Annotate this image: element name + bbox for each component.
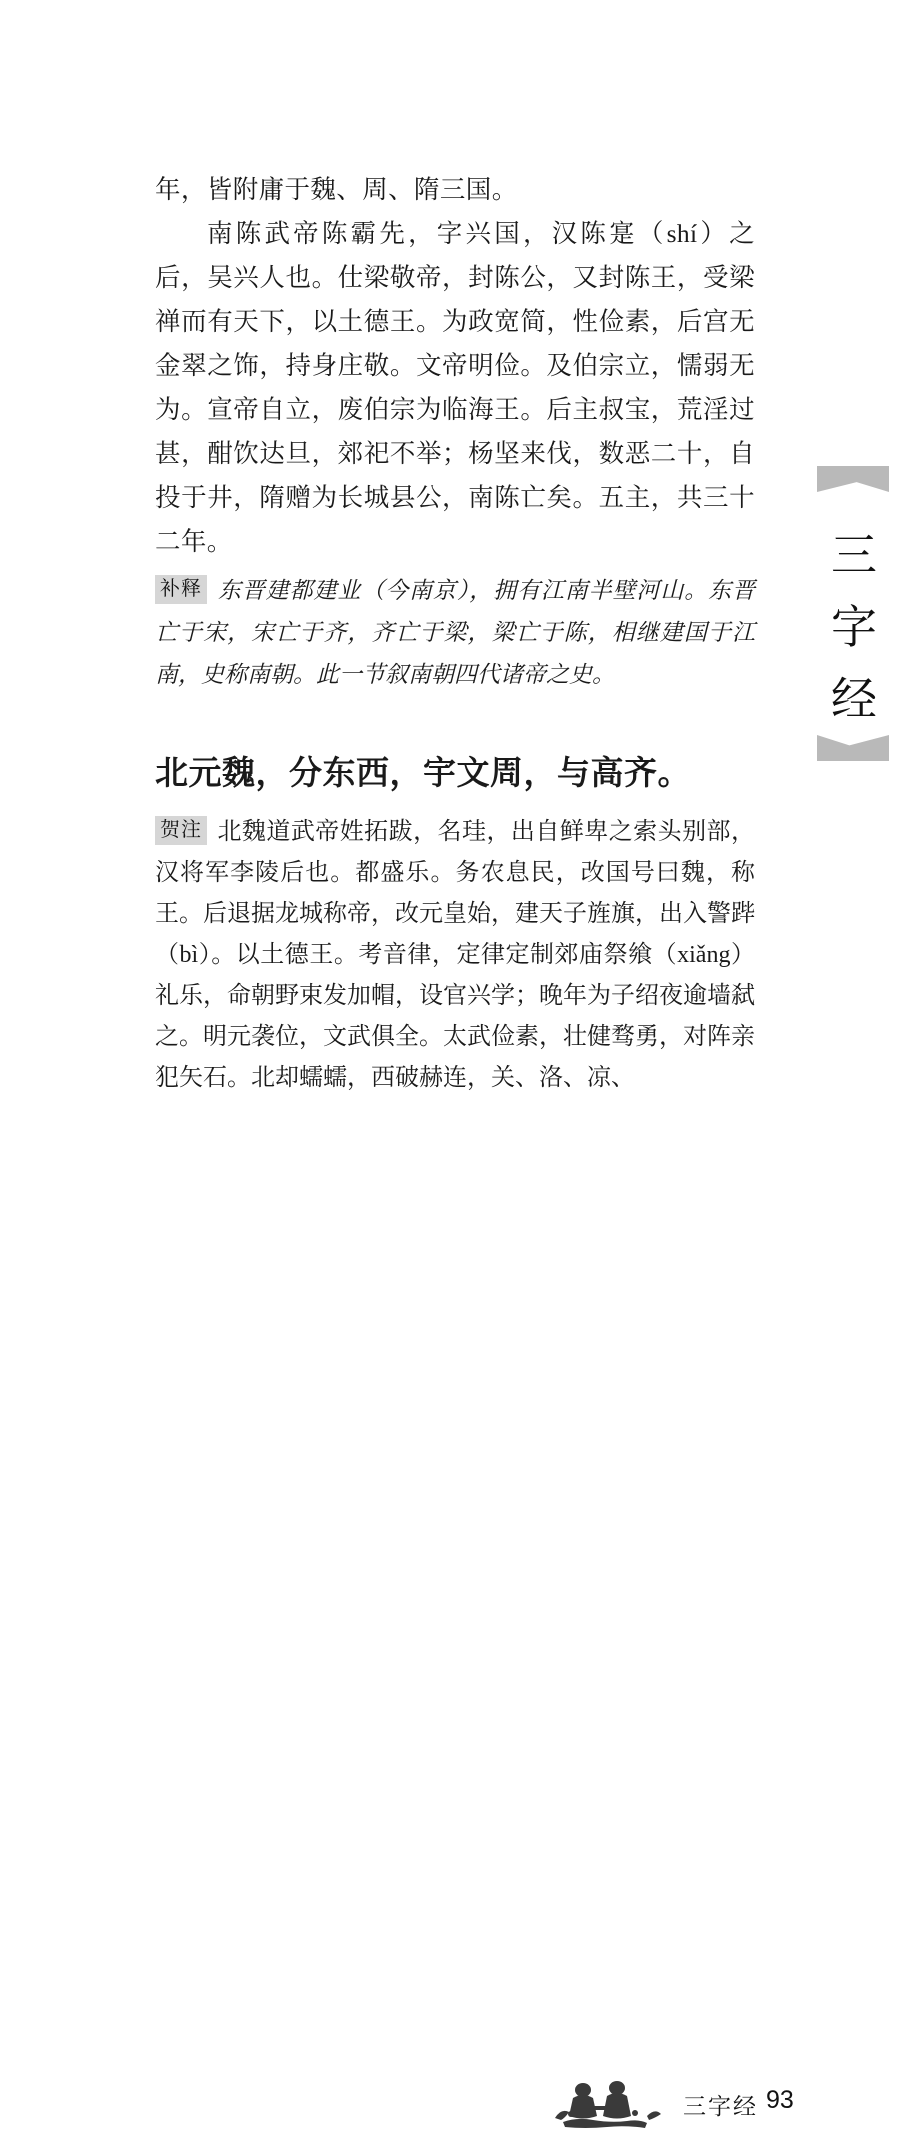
seated-figures-vignette-icon bbox=[543, 2070, 663, 2132]
paragraph: 南陈武帝陈霸先，字兴国，汉陈寔（shí）之后，吴兴人也。仕梁敬帝，封陈公，又封陈王，受梁禅而有天下，以土德王。为政宽简，性俭素，后宫无金翠之饰，持身庄敬。文帝明俭。及伯宗立，懦弱无为。宣帝自立，废伯宗为临海王。后主叔宝，荒淫过甚，酣饮达旦，郊祀不举；杨坚来伐，数恶二十，自投于井，隋赠为长城县公，南陈亡矣。五主，共三十二年。 bbox=[155, 219, 755, 556]
annotation-tag-buzhi: 补释 bbox=[155, 575, 207, 604]
ribbon-mark-top-icon bbox=[817, 466, 889, 492]
annotation-tag-hezhu: 贺注 bbox=[155, 816, 207, 845]
side-title-char: 字 bbox=[831, 602, 877, 653]
footer-running-title: 三字经 bbox=[683, 2094, 758, 2119]
side-title-char: 经 bbox=[831, 674, 877, 725]
annotation-text: 东晋建都建业（今南京），拥有江南半壁河山。东晋亡于宋，宋亡于齐，齐亡于梁，梁亡于陈，相继建国于江南，史称南朝。此一节叙南朝四代诸帝之史。 bbox=[155, 578, 755, 688]
page-footer bbox=[0, 1040, 913, 2119]
annotation-block bbox=[155, 570, 755, 696]
ribbon-mark-bottom-icon bbox=[817, 735, 889, 761]
vertical-running-title bbox=[823, 520, 885, 736]
paragraph: 年，皆附庸于魏、周、隋三国。 bbox=[155, 175, 518, 204]
text-column bbox=[155, 168, 755, 1099]
annotation-text: 北魏道武帝姓拓跋，名珪，出自鲜卑之索头别部，汉将军李陵后也。都盛乐。务农息民，改国号曰魏，称王。后退据龙城称帝，改元皇始，建天子旌旗，出入警跸（bì）。以土德王。考音律，定律定制郊庙祭飨（xiǎng）礼乐，命朝野束发加帽，设官兴学；晚年为子绍夜逾墙弑之。明元袭位，文武俱全。太武俭素，壮健骛勇，对阵亲犯矢石。北却蠕蠕，西破赫连，关、洛、凉、 bbox=[155, 819, 755, 1091]
verse-heading: 北元魏，分东西，宇文周，与高齐。 bbox=[155, 756, 691, 792]
page-number: 93 bbox=[766, 2086, 794, 2114]
side-title-char: 三 bbox=[831, 530, 877, 581]
